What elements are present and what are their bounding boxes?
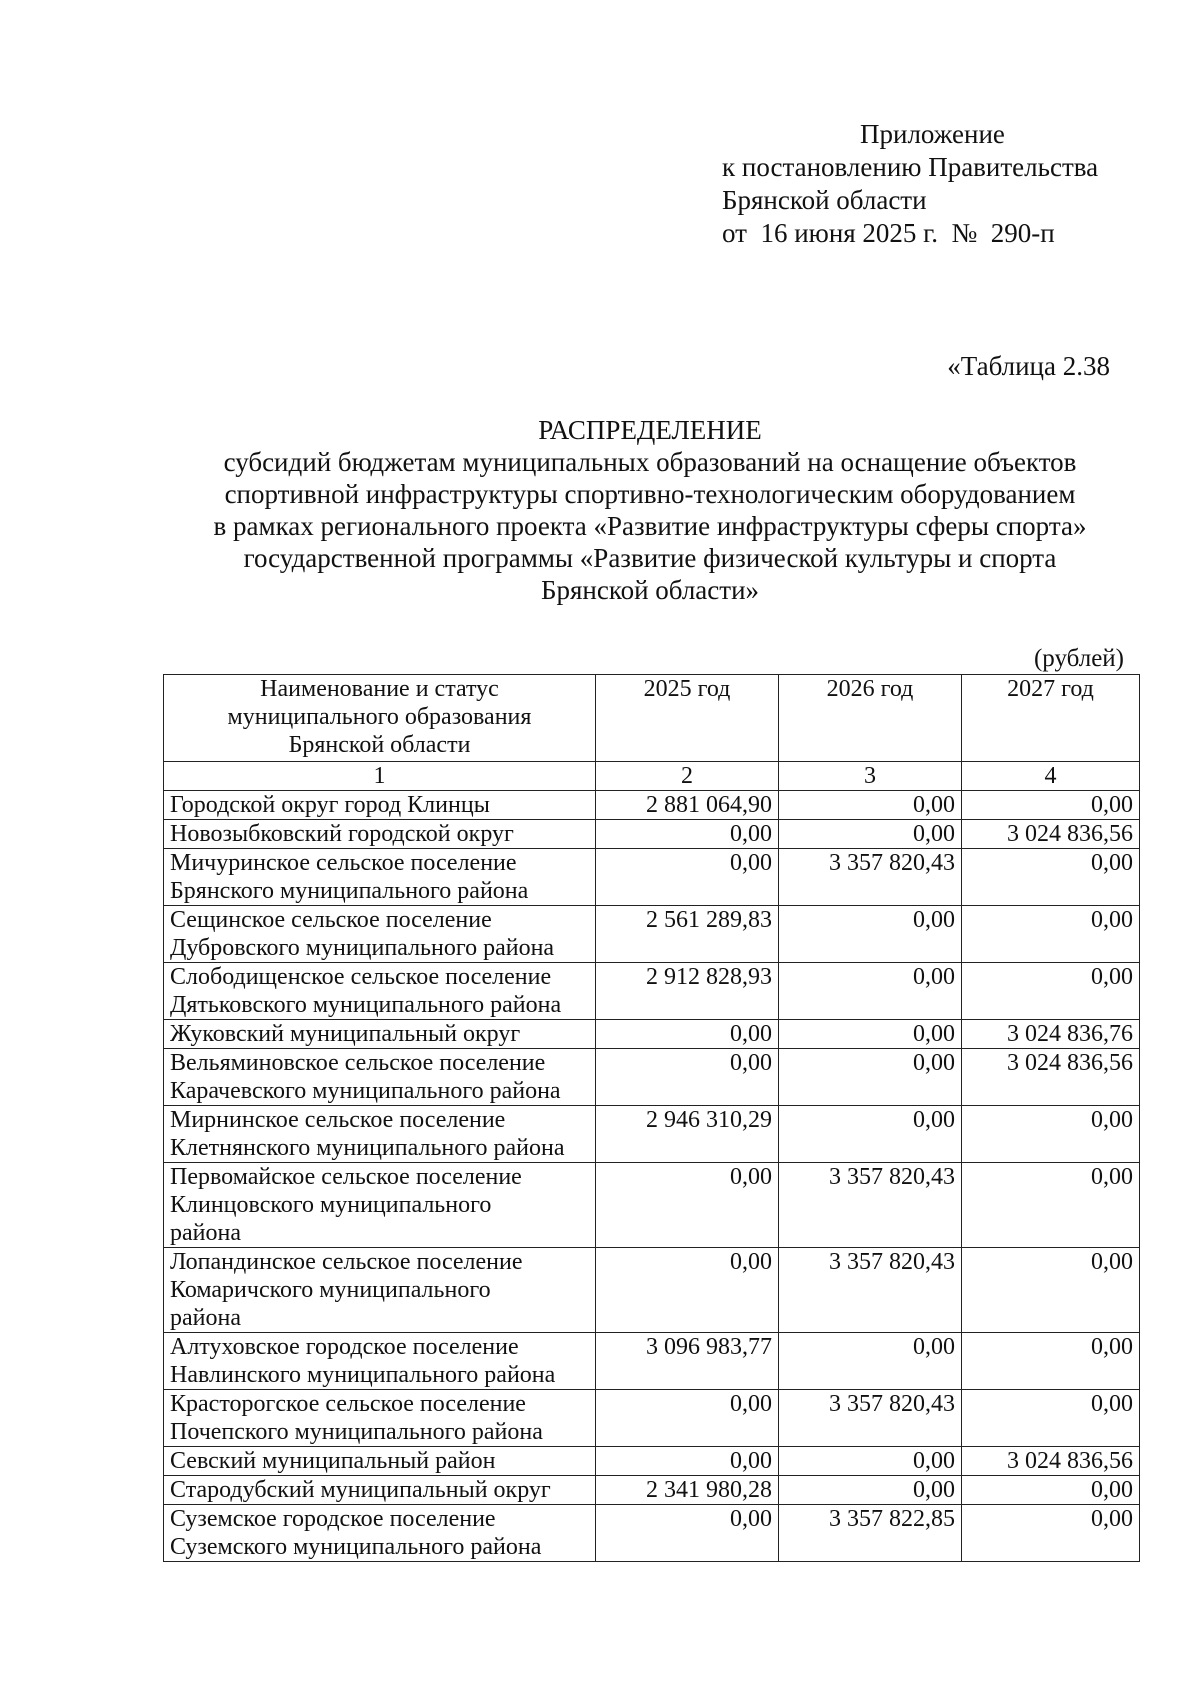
amount-2027: 3 024 836,56	[962, 820, 1140, 849]
amount-2025: 3 096 983,77	[596, 1333, 779, 1390]
amount-2026: 0,00	[779, 820, 962, 849]
municipality-name-line: Лопандинское сельское поселение	[170, 1249, 523, 1275]
header-name	[164, 675, 596, 762]
amount-2025: 0,00	[596, 1248, 779, 1333]
municipality-name-line: Первомайское сельское поселение	[170, 1164, 522, 1190]
table-row	[164, 1505, 1140, 1562]
municipality-name	[164, 820, 596, 849]
amount-2026: 0,00	[779, 963, 962, 1020]
municipality-name-line: Стародубский муниципальный округ	[170, 1477, 551, 1503]
amount-2026: 3 357 820,43	[779, 1163, 962, 1248]
title-line: в рамках регионального проекта «Развитие инфраструктуры сферы спорта»	[213, 511, 1087, 541]
municipality-name-line: Почепского муниципального района	[170, 1419, 543, 1445]
title-line: Брянской области»	[540, 575, 760, 605]
amount-2025: 2 946 310,29	[596, 1106, 779, 1163]
municipality-name-line: Сещинское сельское поселение	[170, 907, 492, 933]
units-label: (рублей)	[1033, 645, 1124, 672]
amount-2025: 0,00	[596, 1163, 779, 1248]
appendix-line: Брянской области	[722, 185, 927, 215]
amount-2027: 0,00	[962, 963, 1140, 1020]
amount-2025: 2 341 980,28	[596, 1476, 779, 1505]
municipality-name	[164, 1505, 596, 1562]
amount-2026: 0,00	[779, 1020, 962, 1049]
header-2026: 2026 год	[779, 675, 962, 762]
municipality-name	[164, 1163, 596, 1248]
municipality-name	[164, 1106, 596, 1163]
amount-2026: 3 357 820,43	[779, 1390, 962, 1447]
table-row	[164, 791, 1140, 820]
amount-2026: 0,00	[779, 1447, 962, 1476]
municipality-name-line: Жуковский муниципальный округ	[170, 1021, 521, 1047]
header-row	[164, 675, 1140, 762]
title-line: государственной программы «Развитие физической культуры и спорта	[243, 543, 1057, 573]
municipality-name	[164, 1447, 596, 1476]
municipality-name-line: Карачевского муниципального района	[170, 1078, 561, 1104]
municipality-name-line: Дятьковского муниципального района	[170, 992, 562, 1018]
title-line: спортивной инфраструктуры спортивно-технологическим оборудованием	[224, 479, 1076, 509]
amount-2027: 0,00	[962, 849, 1140, 906]
title-main: РАСПРЕДЕЛЕНИЕ	[538, 415, 762, 445]
appendix-line: к постановлению Правительства	[722, 152, 1099, 182]
table-row	[164, 1390, 1140, 1447]
amount-2027: 0,00	[962, 1476, 1140, 1505]
header-2027: 2027 год	[962, 675, 1140, 762]
amount-2027: 0,00	[962, 1106, 1140, 1163]
municipality-name-line: Дубровского муниципального района	[170, 935, 555, 961]
municipality-name-line: Суземского муниципального района	[170, 1534, 542, 1560]
amount-2026: 0,00	[779, 1106, 962, 1163]
distribution-table	[163, 674, 1140, 1562]
column-number: 1	[164, 762, 596, 791]
header-name-line: Наименование и статус	[260, 676, 499, 702]
municipality-name-line: Вельяминовское сельское поселение	[170, 1050, 546, 1076]
table-row	[164, 820, 1140, 849]
table-row	[164, 963, 1140, 1020]
column-number: 3	[779, 762, 962, 791]
amount-2025: 0,00	[596, 1505, 779, 1562]
amount-2025: 0,00	[596, 820, 779, 849]
municipality-name-line: Мичуринское сельское поселение	[170, 850, 517, 876]
column-number: 4	[962, 762, 1140, 791]
appendix-title: Приложение	[860, 119, 1005, 149]
header-name-line: Брянской области	[288, 732, 471, 758]
municipality-name-line: Красторогское сельское поселение	[170, 1391, 526, 1417]
amount-2025: 0,00	[596, 849, 779, 906]
municipality-name	[164, 1248, 596, 1333]
amount-2025: 2 912 828,93	[596, 963, 779, 1020]
amount-2027: 3 024 836,56	[962, 1447, 1140, 1476]
table-row	[164, 1248, 1140, 1333]
amount-2026: 3 357 822,85	[779, 1505, 962, 1562]
municipality-name	[164, 906, 596, 963]
table-row	[164, 906, 1140, 963]
amount-2027: 3 024 836,56	[962, 1049, 1140, 1106]
amount-2026: 0,00	[779, 906, 962, 963]
column-number: 2	[596, 762, 779, 791]
municipality-name-line: Слободищенское сельское поселение	[170, 964, 552, 990]
appendix-block	[722, 118, 1098, 250]
header-2025: 2025 год	[596, 675, 779, 762]
amount-2027: 0,00	[962, 1505, 1140, 1562]
municipality-name-line: района	[170, 1305, 241, 1331]
municipality-name-line: Клетнянского муниципального района	[170, 1135, 565, 1161]
table-row	[164, 1163, 1140, 1248]
column-number-row	[164, 762, 1140, 791]
table-row	[164, 1333, 1140, 1390]
table-reference: «Таблица 2.38	[947, 351, 1110, 381]
amount-2027: 0,00	[962, 1390, 1140, 1447]
municipality-name-line: Клинцовского муниципального	[170, 1192, 492, 1218]
document-title	[160, 414, 1140, 606]
amount-2026: 3 357 820,43	[779, 849, 962, 906]
municipality-name-line: Севский муниципальный район	[170, 1448, 496, 1474]
municipality-name-line: района	[170, 1220, 241, 1246]
amount-2025: 0,00	[596, 1020, 779, 1049]
amount-2027: 3 024 836,76	[962, 1020, 1140, 1049]
table-row	[164, 1049, 1140, 1106]
amount-2025: 2 561 289,83	[596, 906, 779, 963]
amount-2026: 0,00	[779, 1333, 962, 1390]
table-row	[164, 1447, 1140, 1476]
municipality-name	[164, 849, 596, 906]
amount-2025: 0,00	[596, 1447, 779, 1476]
amount-2027: 0,00	[962, 1163, 1140, 1248]
amount-2026: 0,00	[779, 1476, 962, 1505]
amount-2027: 0,00	[962, 791, 1140, 820]
municipality-name-line: Навлинского муниципального района	[170, 1362, 556, 1388]
municipality-name-line: Мирнинское сельское поселение	[170, 1107, 506, 1133]
municipality-name-line: Алтуховское городское поселение	[170, 1334, 519, 1360]
municipality-name	[164, 1020, 596, 1049]
table-row	[164, 1476, 1140, 1505]
municipality-name	[164, 1476, 596, 1505]
amount-2025: 0,00	[596, 1049, 779, 1106]
amount-2025: 0,00	[596, 1390, 779, 1447]
appendix-date-number: от 16 июня 2025 г. № 290-п	[722, 218, 1055, 248]
municipality-name-line: Городской округ город Клинцы	[170, 792, 490, 818]
amount-2027: 0,00	[962, 906, 1140, 963]
table-row	[164, 849, 1140, 906]
amount-2027: 0,00	[962, 1333, 1140, 1390]
table-row	[164, 1020, 1140, 1049]
header-name-line: муниципального образования	[227, 704, 532, 730]
amount-2026: 3 357 820,43	[779, 1248, 962, 1333]
municipality-name-line: Брянского муниципального района	[170, 878, 529, 904]
municipality-name-line: Комаричского муниципального	[170, 1277, 491, 1303]
table-row	[164, 1106, 1140, 1163]
municipality-name	[164, 1333, 596, 1390]
municipality-name	[164, 791, 596, 820]
municipality-name	[164, 963, 596, 1020]
amount-2026: 0,00	[779, 791, 962, 820]
amount-2025: 2 881 064,90	[596, 791, 779, 820]
amount-2026: 0,00	[779, 1049, 962, 1106]
table-body	[164, 791, 1140, 1562]
municipality-name-line: Суземское городское поселение	[170, 1506, 496, 1532]
amount-2027: 0,00	[962, 1248, 1140, 1333]
municipality-name-line: Новозыбковский городской округ	[170, 821, 514, 847]
title-line: субсидий бюджетам муниципальных образований на оснащение объектов	[223, 447, 1077, 477]
municipality-name	[164, 1390, 596, 1447]
municipality-name	[164, 1049, 596, 1106]
